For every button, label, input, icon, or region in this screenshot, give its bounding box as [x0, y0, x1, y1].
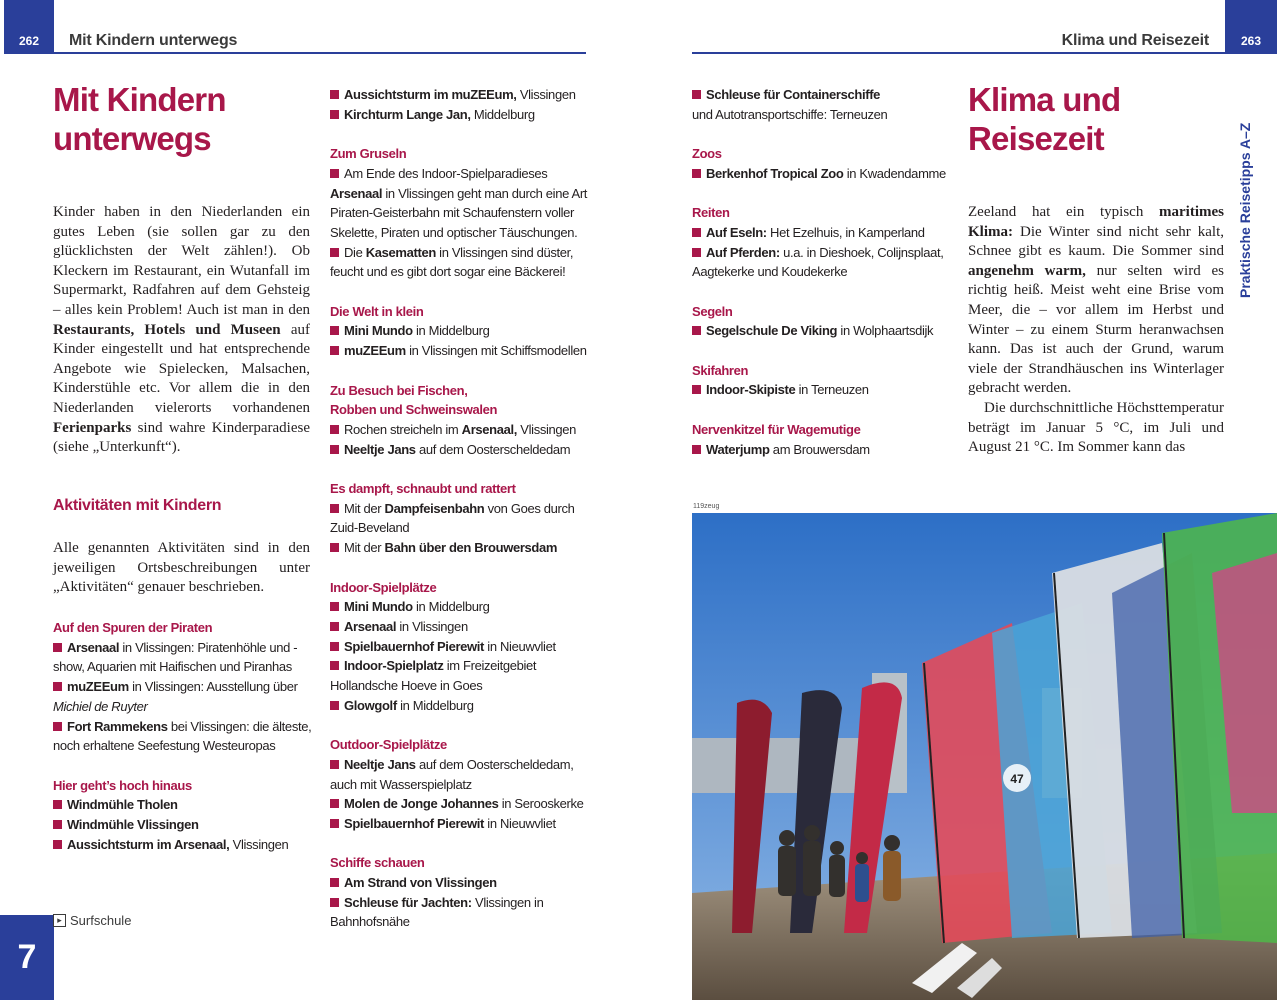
- left-page-number: 262: [4, 0, 54, 54]
- bullet-square-icon: [330, 90, 339, 99]
- chapter-side-label: Praktische Reisetipps A–Z: [1237, 122, 1253, 298]
- bullet-square-icon: [330, 898, 339, 907]
- bullet-square-icon: [330, 602, 339, 611]
- bullet-square-icon: [692, 228, 701, 237]
- section-skifahren: [692, 361, 957, 400]
- section-aussicht-cont: [330, 85, 595, 124]
- bullet-square-icon: [53, 722, 62, 731]
- list-item: Windmühle Tholen: [53, 795, 318, 815]
- list-item: Indoor-Skipiste in Terneuzen: [692, 380, 957, 400]
- section-hoch: [53, 776, 318, 855]
- bullet-square-icon: [53, 820, 62, 829]
- klima-paragraph-1: Zeeland hat ein typisch maritimes Klima: Die Winter sind nicht sehr kalt, Schnee gibt es kaum. Die Sommer sind angenehm warm, nur selten wird es richtig heiß. Meist weht eine Brise vom Meer, die – vor allem im Herbst und Winter – zu einem Sturm heranwachsen kann. Das ist auch der Grund, warum viele der Strandhäuschen ins Winterlager gebracht werden.: [968, 204, 1224, 397]
- bullet-square-icon: [330, 504, 339, 513]
- section-heading: Die Welt in klein: [330, 303, 424, 319]
- left-running-head: Mit Kindern unterwegs: [69, 32, 238, 49]
- bullet-square-icon: [330, 543, 339, 552]
- page-title-right: [968, 80, 1218, 158]
- section-heading: Es dampft, schnaubt und rattert: [330, 481, 516, 496]
- list-item: Mit der Dampfeisenbahn von Goes durch Zuid-Beveland: [330, 500, 575, 536]
- list-item: Arsenaal in Vlissingen: [330, 617, 595, 637]
- section-heading: Segeln: [692, 303, 733, 319]
- bullet-square-icon: [330, 425, 339, 434]
- section-heading: Indoor-Spielplätze: [330, 579, 437, 595]
- list-item: Segelschule De Viking in Wolphaartsdijk: [692, 321, 957, 341]
- sail-number: 47: [1010, 772, 1024, 786]
- bullet-square-icon: [53, 643, 62, 652]
- photo-illustration: [692, 513, 1277, 1000]
- list-item: Berkenhof Tropical Zoo in Kwadendamme: [692, 164, 957, 184]
- list-item: muZEEum in Vlissingen mit Schiffsmodellen: [330, 341, 595, 361]
- arrow-right-icon: ▸: [53, 914, 66, 927]
- list-item: Aussichtsturm im muZEEum, Vlissingen: [330, 85, 595, 105]
- list-item: Auf Eseln: Het Ezelhuis, in Kamperland: [692, 223, 957, 243]
- section-zoos: [692, 144, 957, 183]
- section-heading: Zu Besuch bei Fischen, Robben und Schweinswalen: [330, 382, 498, 418]
- section-welt-in-klein: [330, 302, 595, 361]
- photo-credit: 119zeug: [693, 503, 720, 510]
- bullet-square-icon: [330, 701, 339, 710]
- list-item: Am Strand von Vlissingen: [330, 873, 595, 893]
- list-item: Neeltje Jans auf dem Oosterscheldedam: [330, 440, 595, 460]
- bullet-square-icon: [330, 622, 339, 631]
- title-line: Mit Kindern: [53, 81, 226, 118]
- list-item: Mini Mundo in Middelburg: [330, 597, 595, 617]
- section-schleuse-cont: [692, 85, 957, 124]
- intro-paragraph: Kinder haben in den Niederlanden ein gutes Leben (sie sollen gar zu den glücklichsten der Welt zählen!). Ob Kleckern im Restaurant, ein Wutanfall im Supermarkt, Radfahren auf dem Gehsteig – alles kein Problem! Auch ist man in den Restaurants, Hotels und Museen auf Kinder eingestellt und hat entsprechende Angebote wie Spielecken, Malsachen, Kinderstühle etc. Vor allem die in den Niederlanden vielerorts vorhandenen Ferienparks sind wahre Kinderparadiese (siehe „Unterkunft“).: [53, 204, 310, 456]
- list-item: Windmühle Vlissingen: [53, 815, 318, 835]
- list-item: Am Ende des Indoor-Spielparadieses Arsenaal in Vlissingen geht man durch eine Art Piraten-Geisterbahn mit Schaufenstern voller Skelette, Piraten und optischer Täuschungen.: [330, 165, 588, 240]
- list-item: Spielbauernhof Pierewit in Nieuwvliet: [330, 814, 595, 834]
- bullet-square-icon: [330, 326, 339, 335]
- list-item: Indoor-Spielplatz im Freizeitgebiet Hollandsche Hoeve in Goes: [330, 658, 537, 694]
- section-heading: Auf den Spuren der Piraten: [53, 620, 213, 635]
- bullet-square-icon: [692, 90, 701, 99]
- right-page-number: 263: [1225, 0, 1277, 54]
- section-heading: Outdoor-Spielplätze: [330, 737, 447, 753]
- list-item: Fort Rammekens bei Vlissingen: die älteste, noch erhaltene Seefestung Westeuropas: [53, 718, 312, 754]
- bullet-square-icon: [692, 169, 701, 178]
- list-item: muZEEum in Vlissingen: Ausstellung über Michiel de Ruyter: [53, 679, 298, 714]
- section-heading: Zoos: [692, 146, 722, 162]
- right-header-rule: [692, 52, 1225, 54]
- section-indoor: [330, 578, 595, 716]
- section-heading: Schiffe schauen: [330, 855, 425, 871]
- section-reiten: [692, 203, 957, 282]
- bullet-square-icon: [330, 346, 339, 355]
- activities-intro: Alle genannten Aktivitäten sind in den jeweiligen Ortsbeschreibungen unter „Aktivitäten“ genauer beschrieben.: [53, 540, 310, 596]
- section-heading: Reiten: [692, 205, 730, 221]
- list-item: Auf Pferden: u.a. in Dieshoek, Colijnsplaat, Aagtekerke und Koudekerke: [692, 244, 944, 280]
- cross-reference-link[interactable]: [53, 913, 131, 928]
- section-piraten: [53, 618, 318, 756]
- section-heading: Zum Gruseln: [330, 146, 407, 162]
- section-gruseln: [330, 144, 595, 282]
- list-item: Glowgolf in Middelburg: [330, 696, 595, 716]
- title-line: Reisezeit: [968, 120, 1104, 157]
- windsurf-sails-photo: [692, 513, 1277, 1000]
- section-segeln: [692, 302, 957, 341]
- list-item: Aussichtsturm im Arsenaal, Vlissingen: [53, 835, 318, 855]
- section-dampft: [330, 479, 595, 558]
- list-item: Kirchturm Lange Jan, Middelburg: [330, 105, 595, 125]
- list-item: Molen de Jonge Johannes in Serooskerke: [330, 794, 595, 814]
- bullet-square-icon: [330, 878, 339, 887]
- bullet-square-icon: [330, 760, 339, 769]
- cross-reference-label: Surfschule: [70, 913, 132, 928]
- bullet-square-icon: [330, 110, 339, 119]
- bullet-square-icon: [330, 819, 339, 828]
- list-column-b: [330, 85, 595, 952]
- title-line: Klima und: [968, 81, 1121, 118]
- chapter-number-tab: 7: [0, 915, 54, 1000]
- list-item: Schleuse für Jachten: Vlissingen in Bahnhofsnähe: [330, 894, 544, 930]
- section-heading: Skifahren: [692, 362, 749, 378]
- section-nervenkitzel: [692, 420, 957, 459]
- klima-paragraph-2: Die durchschnittliche Höchsttemperatur beträgt im Januar 5 °C, im Juli und August 21 °C. Im Sommer kann das: [968, 399, 1224, 456]
- list-item: Waterjump am Brouwersdam: [692, 440, 957, 460]
- bullet-square-icon: [692, 326, 701, 335]
- klima-text: [968, 203, 1224, 458]
- bullet-square-icon: [330, 642, 339, 651]
- list-item: Mit der Bahn über den Brouwersdam: [330, 538, 595, 558]
- list-item: Spielbauernhof Pierewit in Nieuwvliet: [330, 637, 595, 657]
- section-schiffe: [330, 853, 595, 932]
- list-item: Mini Mundo in Middelburg: [330, 321, 595, 341]
- bullet-square-icon: [330, 169, 339, 178]
- section-heading: Hier geht’s hoch hinaus: [53, 777, 192, 793]
- section-outdoor: [330, 735, 595, 834]
- page-title-left: [53, 80, 313, 158]
- bullet-square-icon: [330, 445, 339, 454]
- activities-heading: Aktivitäten mit Kindern: [53, 497, 222, 514]
- bullet-square-icon: [53, 840, 62, 849]
- list-item: Die Kasematten in Vlissingen sind düster, feucht und es gibt dort sogar eine Bäckerei!: [330, 244, 574, 280]
- list-item: Neeltje Jans auf dem Oosterscheldedam, auch mit Wasserspielplatz: [330, 756, 574, 792]
- list-item: Arsenaal in Vlissingen: Piratenhöhle und -show, Aquarien mit Haifischen und Piranhas: [53, 639, 298, 675]
- section-heading: Nervenkitzel für Wagemutige: [692, 421, 861, 437]
- bullet-square-icon: [330, 248, 339, 257]
- bullet-square-icon: [330, 799, 339, 808]
- left-header-rule: [54, 52, 586, 54]
- section-fische: [330, 381, 595, 460]
- bullet-square-icon: [53, 800, 62, 809]
- list-item: Schleuse für Containerschiffe und Autotransportschiffe: Terneuzen: [692, 87, 888, 122]
- title-line: unterwegs: [53, 120, 211, 157]
- right-running-head: Klima und Reisezeit: [1061, 32, 1209, 49]
- list-column-a: [53, 618, 318, 874]
- bullet-square-icon: [330, 661, 339, 670]
- bullet-square-icon: [692, 445, 701, 454]
- bullet-square-icon: [692, 385, 701, 394]
- list-column-c: [692, 85, 957, 479]
- list-item: Rochen streicheln im Arsenaal, Vlissingen: [330, 420, 595, 440]
- bullet-square-icon: [53, 682, 62, 691]
- bullet-square-icon: [692, 248, 701, 257]
